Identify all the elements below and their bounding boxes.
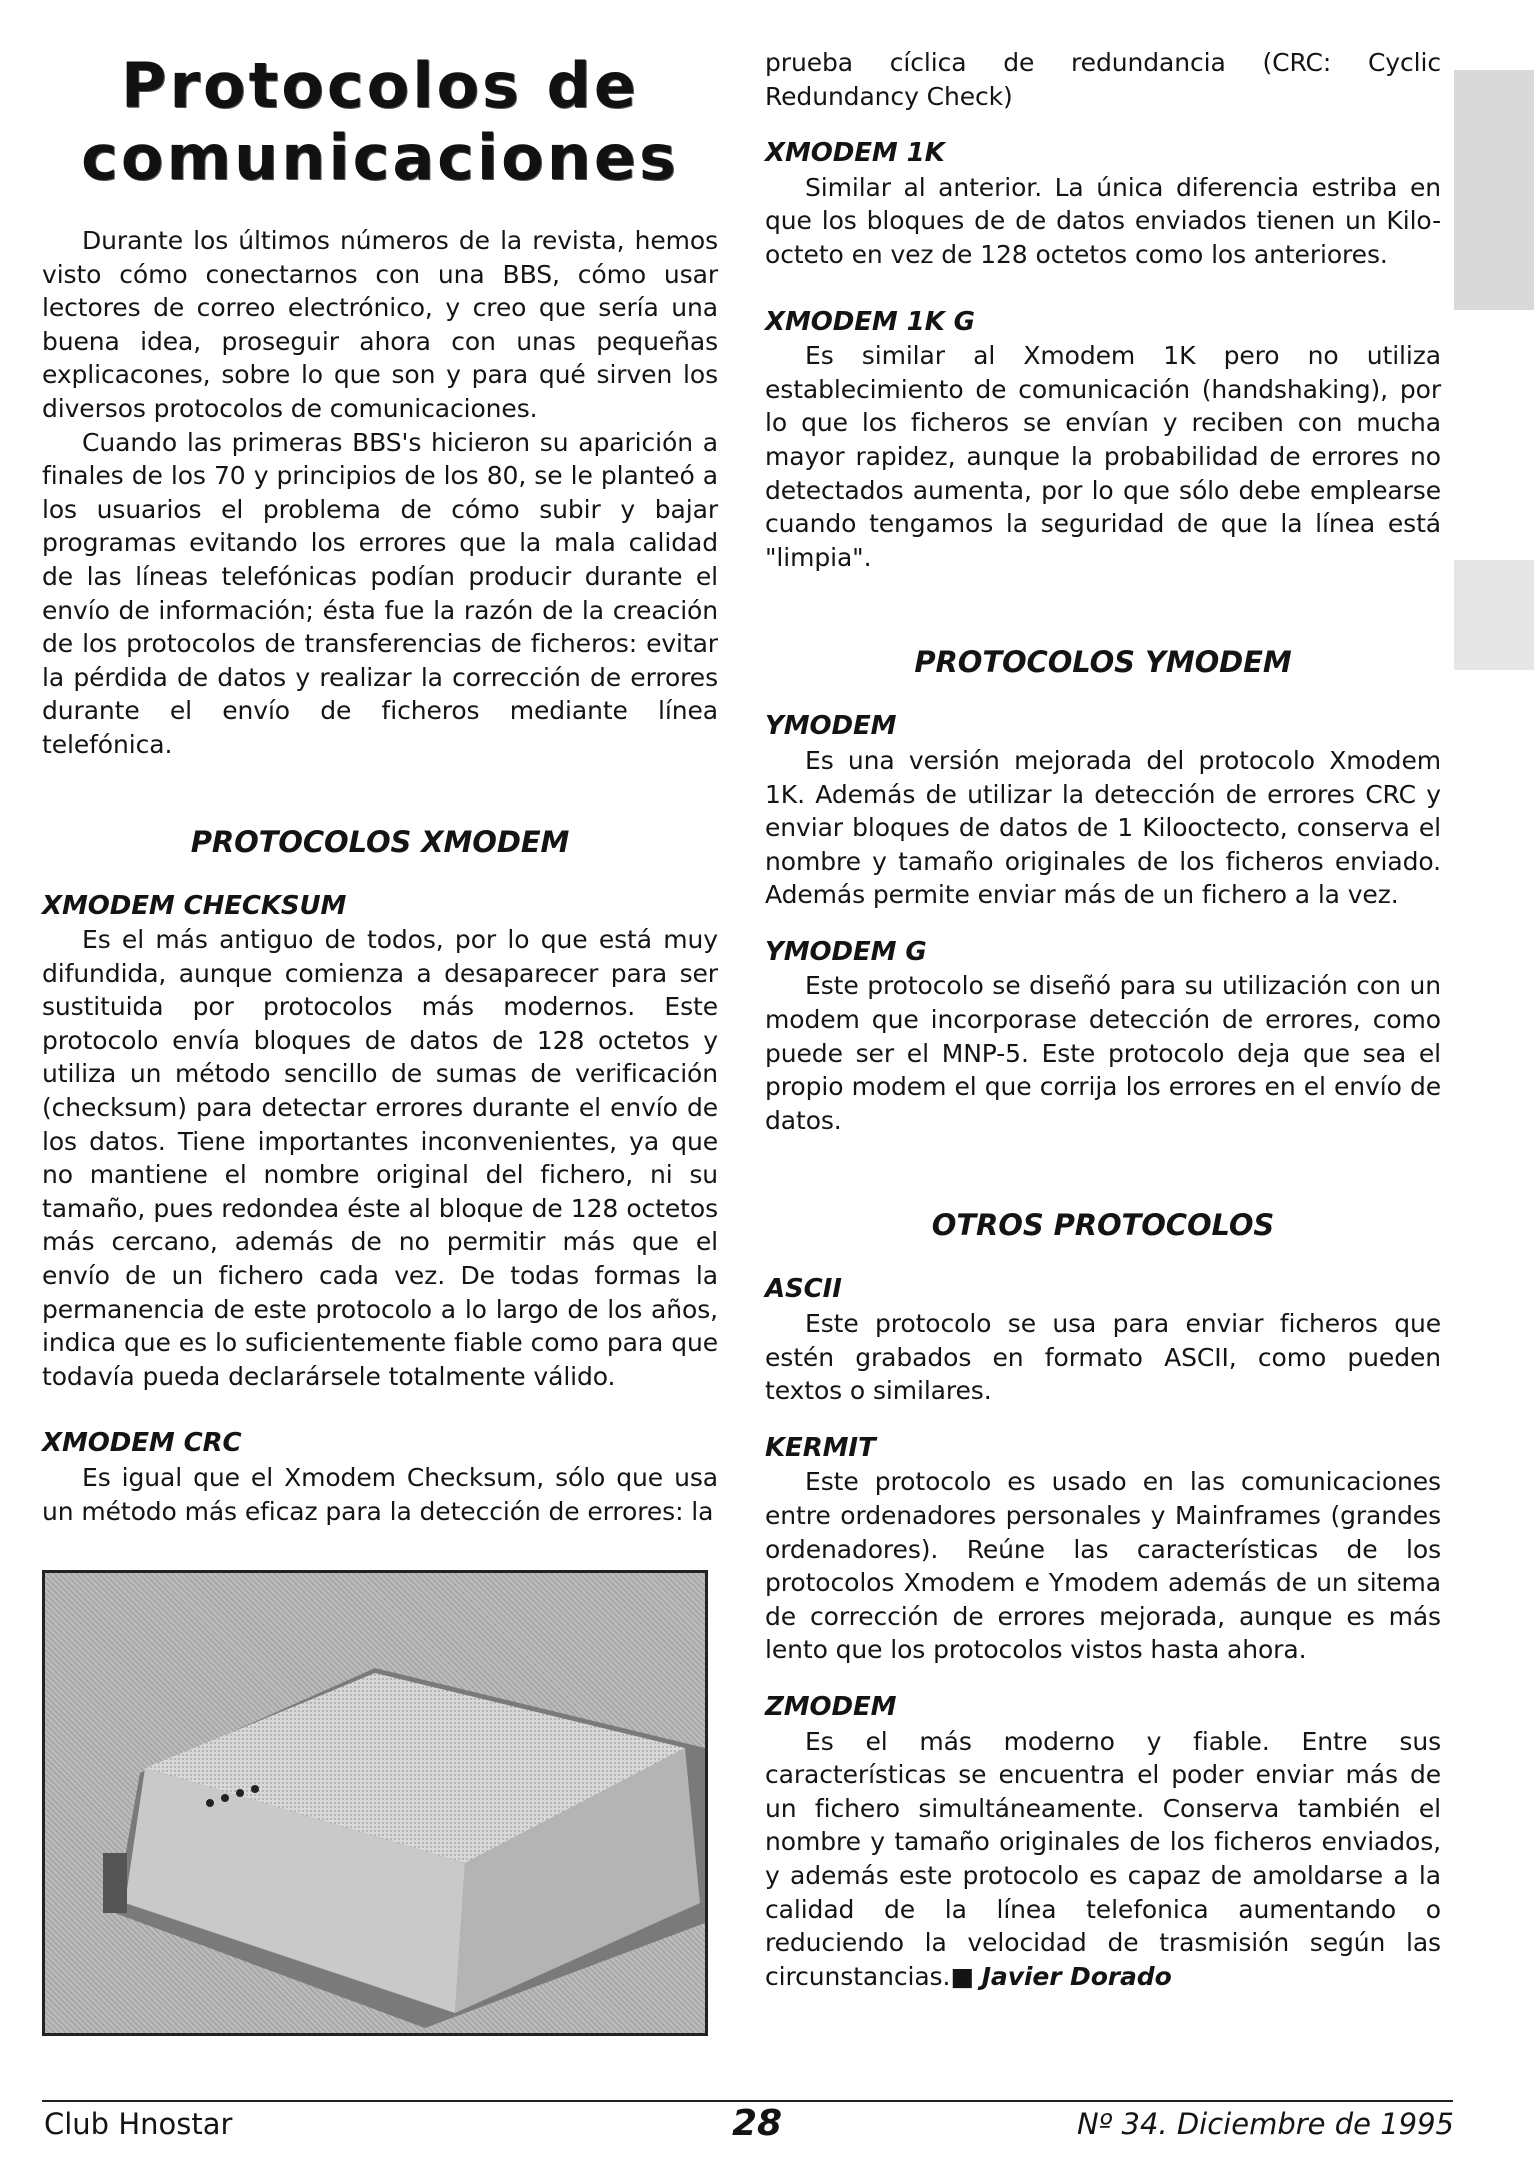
paragraph-ymodem: Es una versión mejorada del protocolo Xmodem 1K. Además de utilizar la detección de errores CRC y enviar bloques de datos de 1 Kilooctecto, conserva el nombre y tamaño originales de los ficheros enviado. Además permite enviar más de un fichero a la vez. bbox=[765, 745, 1441, 910]
paragraph-kermit: Este protocolo es usado en las comunicaciones entre ordenadores personales y Mainframes (grandes ordenadores). Reúne las características de los protocolos Xmodem e Ymodem además de un sitema de corrección de errores mejorada, aunque es más lento que los protocolos vistos hasta ahora. bbox=[765, 1467, 1441, 1665]
section-heading-xmodem: PROTOCOLOS XMODEM bbox=[190, 824, 570, 859]
subheading-ymodem: YMODEM bbox=[765, 711, 897, 742]
footer-rule bbox=[42, 2100, 1453, 2102]
paragraph-xmodem-1k-g: Es similar al Xmodem 1K pero no utiliza establecimiento de comunicación (handshaking), por lo que los ficheros se envían y reciben con mucha mayor rapidez, aunque la probabilidad de errores no detectados aumenta, por lo que sólo debe emplearse cuando tengamos la seguridad de que la línea está "limpia". bbox=[765, 341, 1441, 572]
section-heading-ymodem: PROTOCOLOS YMODEM bbox=[914, 645, 1292, 680]
footer-publication: Club Hnostar bbox=[44, 2107, 233, 2141]
paragraph-zmodem bbox=[765, 1725, 1441, 1994]
footer-page-number: 28 bbox=[731, 2103, 783, 2144]
modem-illustration bbox=[45, 1573, 705, 2033]
edge-bleed-2 bbox=[1454, 560, 1534, 670]
intro-paragraph-2: Cuando las primeras BBS's hicieron su aparición a finales de los 70 y principios de los 80, se le planteó a los usuarios el problema de cómo subir y bajar programas evitando los errores que la mala calidad de las líneas telefónicas podían producir durante el envío de información; ésta fue la razón de la creación de los protocolos de transferencias de ficheros: evitar la pérdida de datos y realizar la corrección de errores durante el envío de ficheros mediante línea telefónica. bbox=[42, 427, 718, 759]
modem-photo bbox=[42, 1570, 708, 2036]
paragraph-xmodem-crc-part2: prueba cíclica de redundancia (CRC: Cyclic Redundancy Check) bbox=[765, 48, 1441, 111]
article-title: Protocolos de comunicaciones bbox=[81, 49, 679, 194]
subheading-ymodem-g: YMODEM G bbox=[765, 936, 927, 967]
subheading-xmodem-crc: XMODEM CRC bbox=[42, 1428, 242, 1459]
edge-bleed-1 bbox=[1454, 70, 1534, 310]
left-column bbox=[42, 40, 718, 1528]
zmodem-text: Es el más moderno y fiable. Entre sus características se encuentra el poder enviar más de un fichero simultáneamente. Conserva también el nombre y tamaño originales de los ficheros enviados, y además este protocolo es capaz de amoldarse a la calidad de la línea telefonica aumentando o reduciendo la velocidad de trasmisión según las circunstancias. bbox=[765, 1726, 1441, 1991]
section-heading-otros: OTROS PROTOCOLOS bbox=[931, 1208, 1275, 1243]
paragraph-xmodem-1k: Similar al anterior. La única diferencia estriba en que los bloques de de datos enviados tienen un Kilo-octeto en vez de 128 octetos como los anteriores. bbox=[765, 172, 1441, 269]
author-signature: Javier Dorado bbox=[981, 1961, 1172, 1991]
intro-paragraph-1: Durante los últimos números de la revista, hemos visto cómo conectarnos con una BBS, cómo usar lectores de correo electrónico, y creo que sería una buena idea, proseguir ahora con unas pequeñas explicacones, sobre lo que son y para qué sirven los diversos protocolos de comunicaciones. bbox=[42, 226, 718, 423]
subheading-kermit: KERMIT bbox=[765, 1432, 876, 1463]
paragraph-xmodem-checksum: Es el más antiguo de todos, por lo que está muy difundida, aunque comienza a desaparecer para ser sustituida por protocolos más modernos. Este protocolo envía bloques de datos de 128 octetos y utiliza un método sencillo de sumas de verificación (checksum) para detectar errores durante el envío de los datos. Tiene importantes inconvenientes, ya que no mantiene el nombre original del fichero, ni su tamaño, pues redondea éste al bloque de 128 octetos más cercano, además de no permitir más que el envío de un fichero cada vez. De todas formas la permanencia de este protocolo a lo largo de los años, indica que es lo suficientemente fiable como para que todavía pueda declarársele totalmente válido. bbox=[42, 925, 718, 1391]
subheading-xmodem-1k-g: XMODEM 1K G bbox=[765, 306, 975, 337]
subheading-ascii: ASCII bbox=[765, 1274, 842, 1305]
subheading-zmodem: ZMODEM bbox=[765, 1691, 897, 1722]
paragraph-ymodem-g: Este protocolo se diseñó para su utilización con un modem que incorporase detección de errores, como puede ser el MNP-5. Este protocolo deja que sea el propio modem el que corrija los errores en el envío de datos. bbox=[765, 971, 1441, 1135]
end-square-icon: ■ bbox=[950, 1961, 974, 1991]
right-column bbox=[765, 46, 1441, 1993]
paragraph-xmodem-crc-part1: Es igual que el Xmodem Checksum, sólo que usa un método más eficaz para la detección de errores: la bbox=[42, 1463, 718, 1526]
subheading-xmodem-checksum: XMODEM CHECKSUM bbox=[42, 890, 347, 921]
paragraph-ascii: Este protocolo se usa para enviar ficheros que estén grabados en formato ASCII, como pueden textos o similares. bbox=[765, 1309, 1441, 1406]
subheading-xmodem-1k: XMODEM 1K bbox=[765, 138, 945, 169]
footer-issue: Nº 34. Diciembre de 1995 bbox=[1076, 2107, 1454, 2141]
